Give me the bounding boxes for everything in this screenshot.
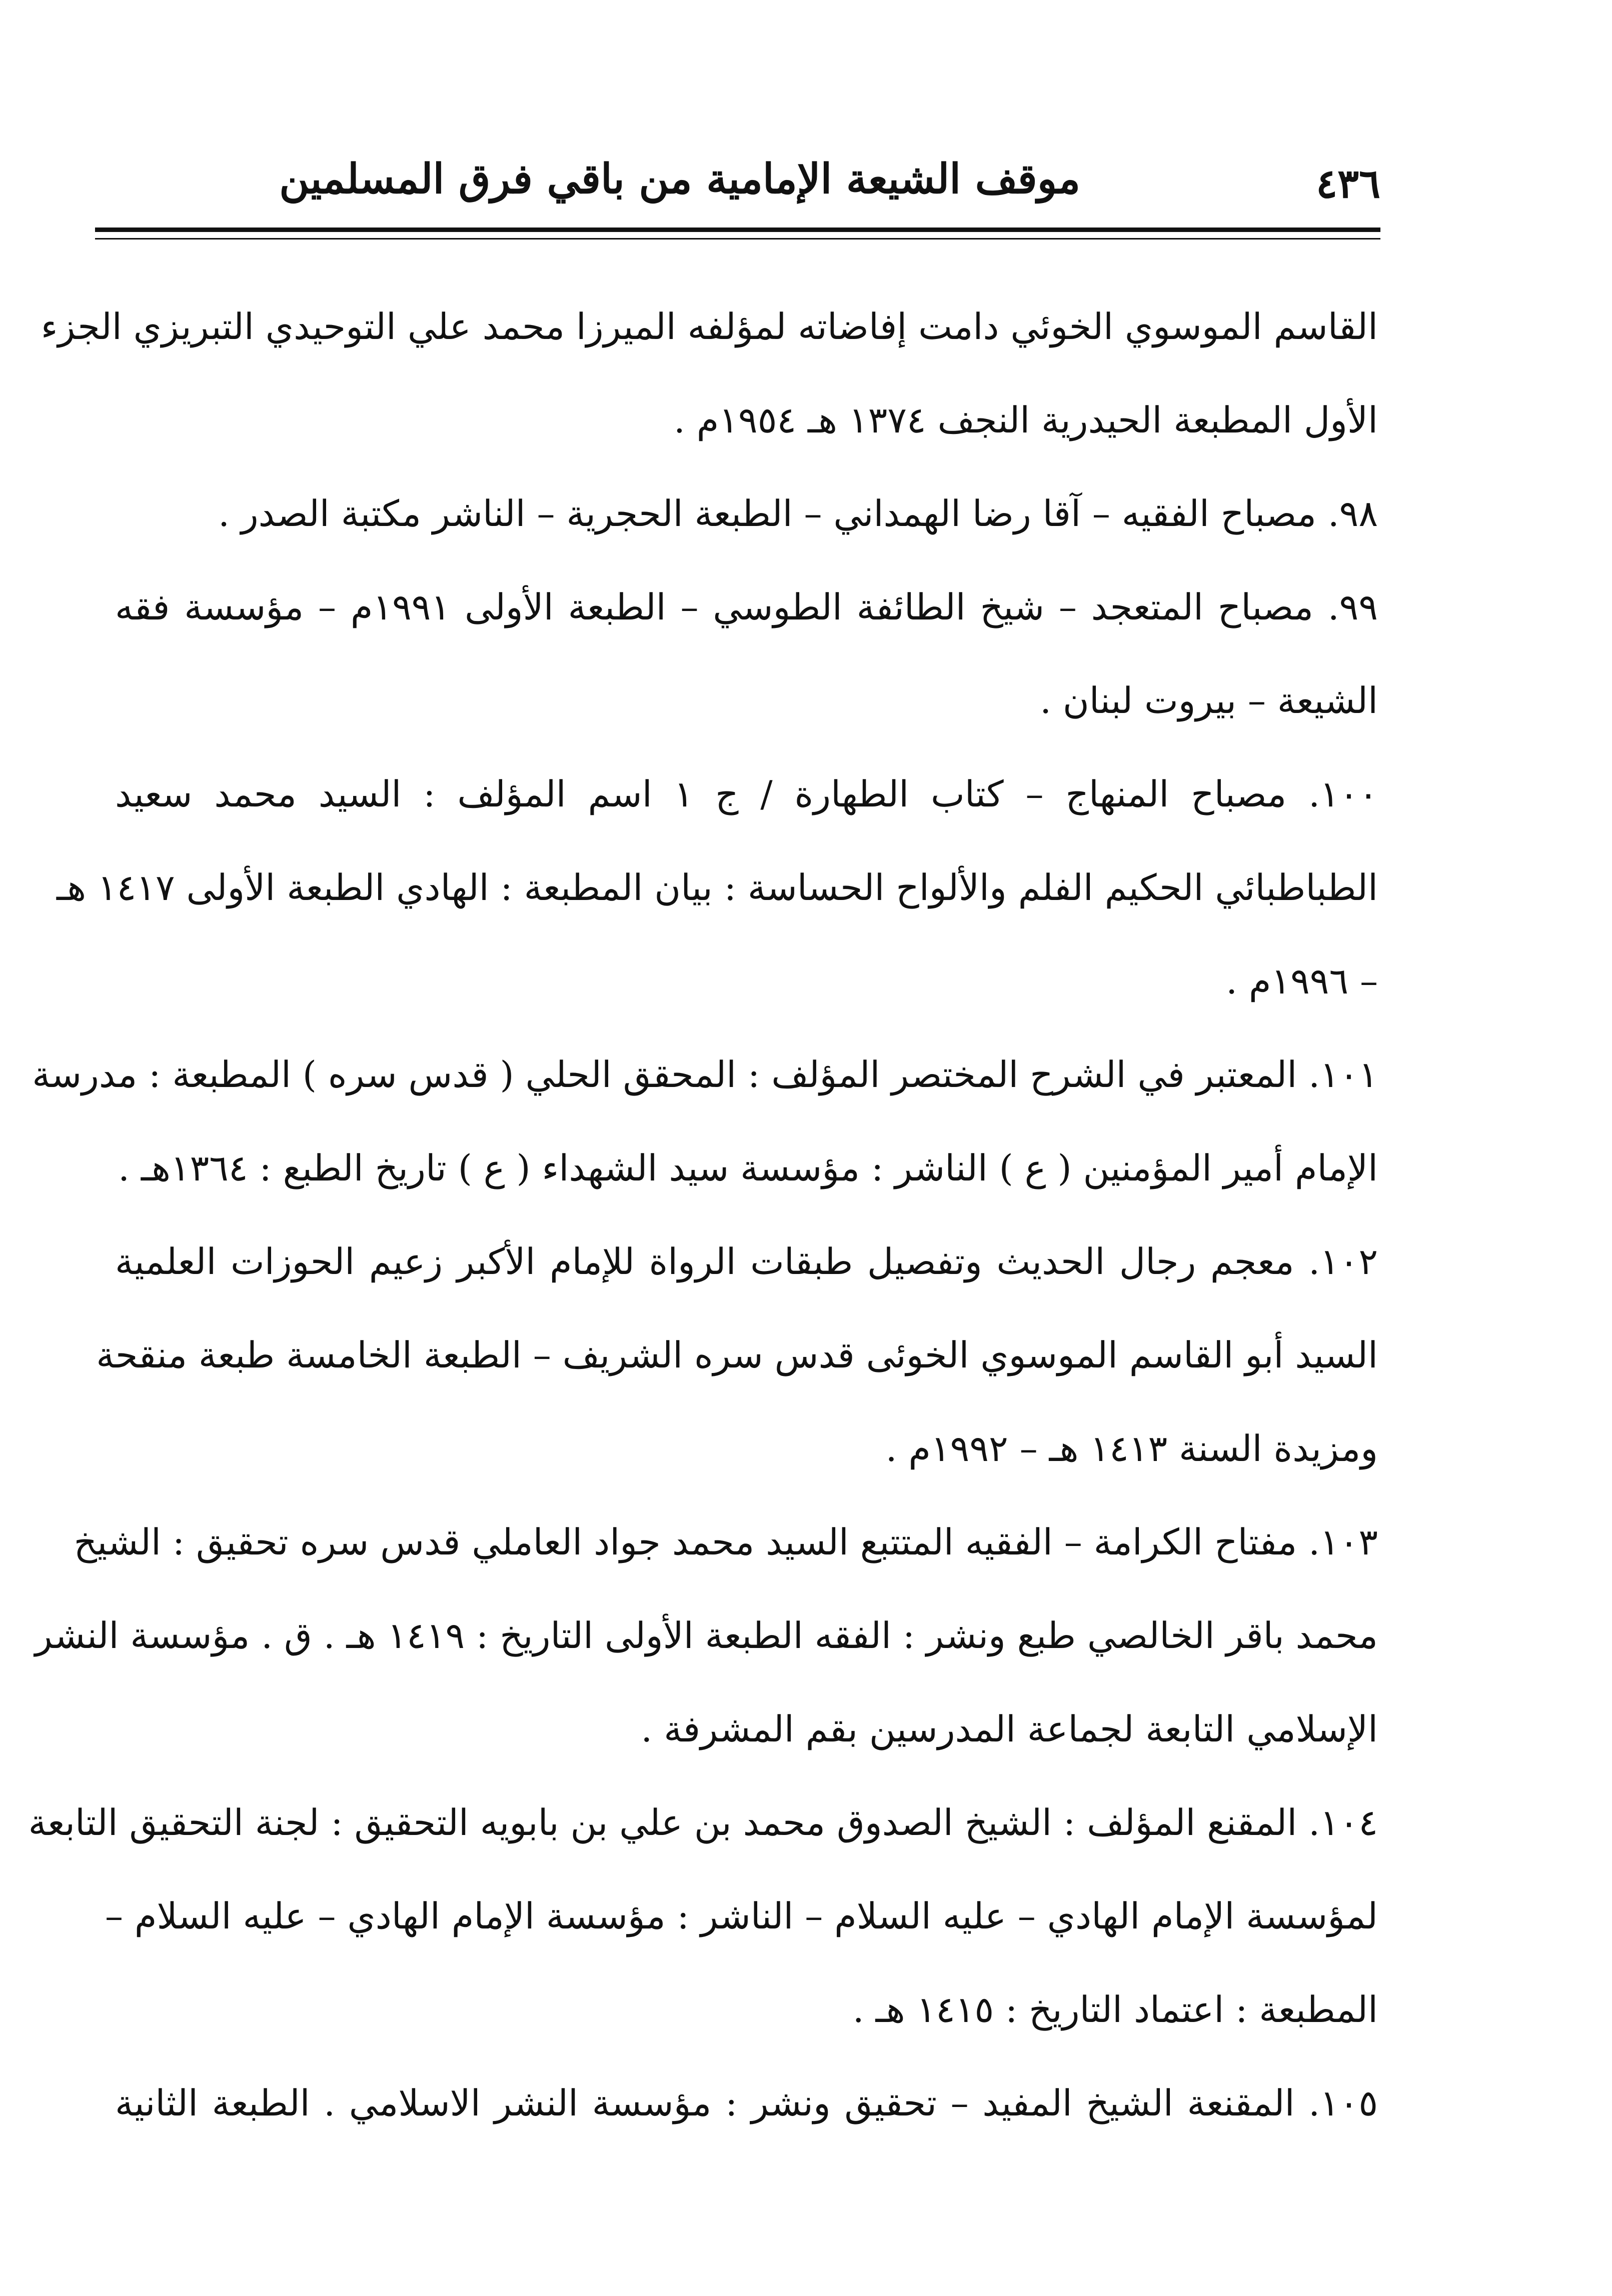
text-line: القاسم الموسوي الخوئي دامت إفاضاته لمؤلفه الميرزا محمد علي التوحيدي التبريزي الجزء xyxy=(41,306,1378,348)
page-number: ٤٣٦ xyxy=(1316,160,1380,207)
entry-101: ١٠١. المعتبر في الشرح المختصر المؤلف : المحقق الحلي ( قدس سره ) المطبعة : مدرسة xyxy=(32,1054,1378,1096)
text-line: الشيعة – بيروت لبنان . xyxy=(1040,680,1378,722)
header-rule-thick xyxy=(95,228,1380,232)
running-title: موقف الشيعة الإمامية من باقي فرق المسلمين xyxy=(279,155,1080,203)
entry-105: ١٠٥. المقنعة الشيخ المفيد – تحقيق ونشر : مؤسسة النشر الاسلامي . الطبعة الثانية xyxy=(115,2082,1378,2124)
text-line: الطباطبائي الحكيم الفلم والألواح الحساسة : بيان المطبعة : الهادي الطبعة الأولى ١٤١٧ هـ xyxy=(57,866,1378,908)
entry-103: ١٠٣. مفتاح الكرامة – الفقيه المتتبع السيد محمد جواد العاملي قدس سره تحقيق : الشيخ xyxy=(74,1521,1378,1563)
text-line: السيد أبو القاسم الموسوي الخوئى قدس سره الشريف – الطبعة الخامسة طبعة منقحة xyxy=(96,1334,1378,1376)
entry-98: ٩٨. مصباح الفقيه – آقا رضا الهمداني – الطبعة الحجرية – الناشر مكتبة الصدر . xyxy=(218,492,1378,534)
entry-99: ٩٩. مصباح المتعجد – شيخ الطائفة الطوسي – الطبعة الأولى ١٩٩١م – مؤسسة فقه xyxy=(115,586,1378,628)
text-line: الأول المطبعة الحيدرية النجف ١٣٧٤ هـ ١٩٥٤م . xyxy=(674,399,1378,441)
text-line: – ١٩٩٦م . xyxy=(1226,960,1378,1002)
entry-102: ١٠٢. معجم رجال الحديث وتفصيل طبقات الرواة للإمام الأكبر زعيم الحوزات العلمية xyxy=(115,1240,1378,1282)
page-header xyxy=(95,150,1380,215)
text-line: الإسلامي التابعة لجماعة المدرسين بقم المشرفة . xyxy=(641,1708,1378,1750)
body-text xyxy=(28,280,1378,2150)
text-line: ومزيدة السنة ١٤١٣ هـ – ١٩٩٢م . xyxy=(885,1428,1378,1470)
text-line: الإمام أمير المؤمنين ( ع ) الناشر : مؤسسة سيد الشهداء ( ع ) تاريخ الطبع : ١٣٦٤هـ . xyxy=(118,1147,1378,1189)
text-line: محمد باقر الخالصي طبع ونشر : الفقه الطبعة الأولى التاريخ : ١٤١٩ هـ . ق . مؤسسة النشر xyxy=(35,1614,1378,1656)
entry-104: ١٠٤. المقنع المؤلف : الشيخ الصدوق محمد بن علي بن بابويه التحقيق : لجنة التحقيق التابعة xyxy=(28,1802,1378,1844)
entry-100: ١٠٠. مصباح المنهاج – كتاب الطهارة / ج ١ اسم المؤلف : السيد محمد سعيد xyxy=(115,773,1378,815)
text-line: المطبعة : اعتماد التاريخ : ١٤١٥ هـ . xyxy=(852,1988,1378,2030)
header-rule-thin xyxy=(95,238,1380,240)
text-line: لمؤسسة الإمام الهادي – عليه السلام – الناشر : مؤسسة الإمام الهادي – عليه السلام – xyxy=(105,1895,1378,1937)
